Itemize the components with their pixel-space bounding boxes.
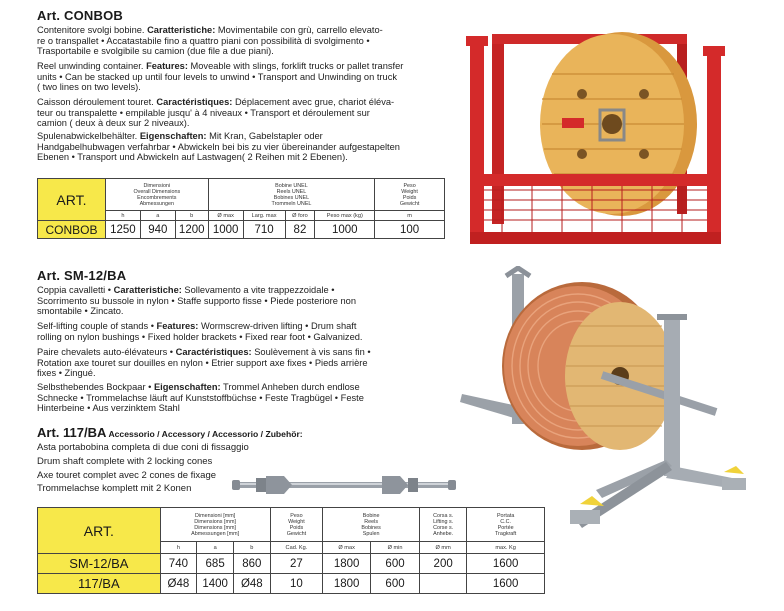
drum-shaft-photo xyxy=(232,470,456,500)
sm12-desc-it: Coppia cavalletti • Caratteristiche: Sollevamento a vite trappezzoidale • Scorrimento su bussole in nylon • Staffe supporto fisse • Piede posteriore non smontabile • Zincato. xyxy=(37,285,356,317)
label-row: h a b Cad. Kg. Ø max Ø min Ø mm max. Kg xyxy=(38,542,545,554)
dimensions-header: Dimensioni [mm] Dimensions [mm] Dimensions [mm] Abmessungen [mm] xyxy=(160,508,270,542)
lifting-stroke-header: Corsa s. Lifting s. Corse s. Anhebe. xyxy=(420,508,467,542)
art-header: ART. xyxy=(38,179,106,221)
conbob-desc-fr: Caisson déroulement touret. Caractéristiques: Déplacement avec grue, chariot élévа- teur ou transpalette • empilable jusqu' à 4 niveaux • Transport et déroulement sur camion ( deux à deux sur 2 niveaux). xyxy=(37,97,395,129)
conbob-desc-en: Reel unwinding container. Features: Moveable with slings, forklift trucks or pallet transfer units • Can be stacked up until four levels to unwind • Transport and Unwinding on truck ( two lines on two levels). xyxy=(37,61,404,93)
art-header: ART. xyxy=(38,508,161,554)
conbob-reel-container-photo xyxy=(462,14,730,250)
sm12-stand-photo xyxy=(452,266,752,538)
weight-header: Peso Weight Poids Gewicht xyxy=(375,179,445,211)
capacity-header: Portata C.C. Portée Tragkraft xyxy=(467,508,545,542)
row-name: 117/BA xyxy=(38,574,161,594)
weight-header: Peso Weight Poids Gewicht xyxy=(270,508,323,542)
art117-desc: Asta portabobina completa di due coni di fissaggio Drum shaft complete with 2 locking cones Axe touret complet avec 2 cones de fixage Trommelachse komplett mit 2 Konen xyxy=(37,442,249,495)
table-row: CONBOB 1250 940 1200 1000 710 82 1000 100 xyxy=(38,221,445,239)
art117-heading: Art. 117/BA Accessorio / Accessory / Accessorio / Zubehör: xyxy=(37,425,303,440)
reels-header: Bobine Reels Bobines Spulen xyxy=(323,508,420,542)
conbob-desc-de: Spulenabwickelbehälter. Eigenschaften: Mit Kran, Gabelstapler oder Handgabelhubwagen verfahrbar • Abwickeln bei bis zu vier übereinander aufgestapelten Ebenen • Transport und Abwickeln auf Lastwagen( 2 Reihen mit 2 Ebenen). xyxy=(37,131,400,163)
conbob-desc-it: Contenitore svolgi bobine. Caratteristiche: Movimentabile con grù, carrello elevato- re o transpallet • Accatastabile fino a quattro piani con possibilità di svolgimento • Trasportabile e svolgibile su camion (due file a due piani). xyxy=(37,25,383,57)
row-name: SM-12/BA xyxy=(38,554,161,574)
dimensions-header: Dimensioni Overall Dimensions Encombrements Abmessungen xyxy=(105,179,208,211)
label-row: h a b Ø max Larg. max Ø foro Peso max (kg) m xyxy=(38,211,445,221)
table-row: SM-12/BA 740 685 860 27 1800 600 200 1600 xyxy=(38,554,545,574)
row-name: CONBOB xyxy=(38,221,106,239)
sm12-title: Art. SM-12/BA xyxy=(37,268,127,283)
sm12-desc-fr: Paire chevalets auto-élévateurs • Caractéristiques: Soulèvement à vis sans fin • Rotation axe touret sur douilles en nylon • Etrier support axe fixes • Pieds arrière fixes • Zingué. xyxy=(37,347,371,379)
sm12-spec-table xyxy=(37,507,545,594)
conbob-spec-table xyxy=(37,178,445,239)
conbob-title: Art. CONBOB xyxy=(37,8,123,23)
reels-header: Bobine UNEL Reels UNEL Bobines UNEL Trommeln UNEL xyxy=(208,179,375,211)
sm12-desc-en: Self-lifting couple of stands • Features: Wormscrew-driven lifting • Drum shaft rolling on nylon bushings • Fixed holder brackets • Fixed rear foot • Galvanized. xyxy=(37,321,363,342)
sm12-desc-de: Selbsthebendes Bockpaar • Eigenschaften: Trommel Anheben durch endlose Schnecke • Trommelachse läuft auf Kunststoffbüchse • Feste Tragbügel • Feste Hinterbeine • Aus verzinktem Stahl xyxy=(37,382,364,414)
table-row: 117/BA Ø48 1400 Ø48 10 1800 600 1600 xyxy=(38,574,545,594)
